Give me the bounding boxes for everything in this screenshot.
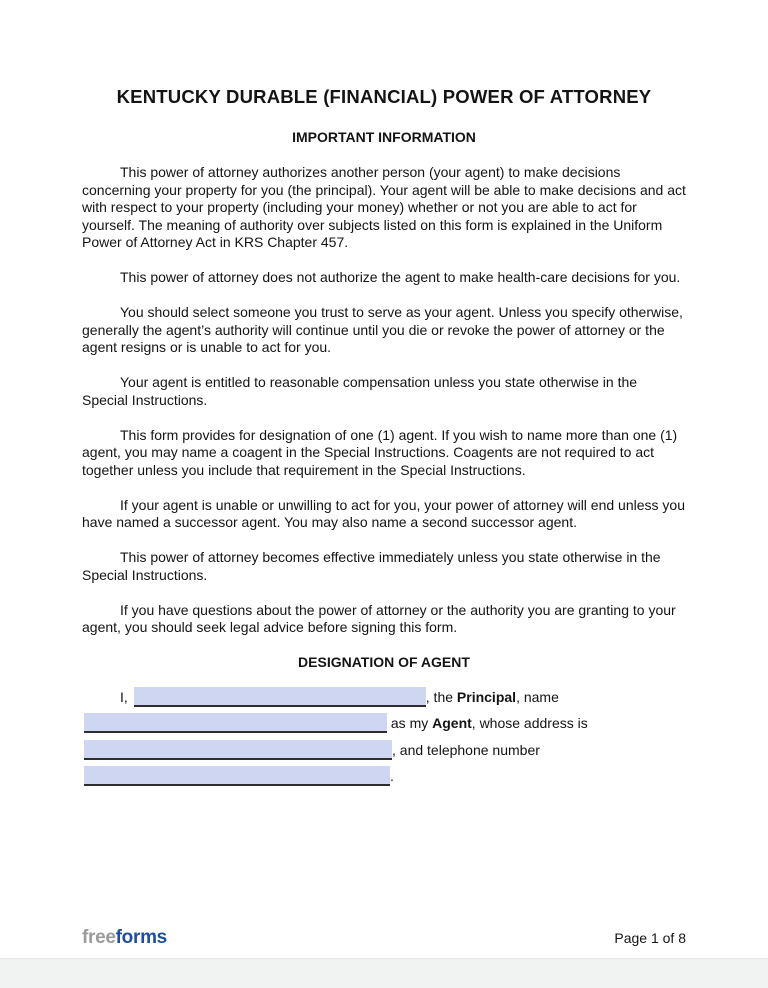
designation-form [82, 684, 686, 790]
paragraph: You should select someone you trust to serve as your agent. Unless you specify otherwise, generally the agent’s authority will continue until you die or revoke the power of attorney or the agent resigns or is unable to act for you. [82, 304, 683, 355]
paragraph: This form provides for designation of one (1) agent. If you wish to name more than one (1) agent, you may name a coagent in the Special Instructions. Coagents are not required to act together unless you include that requirement in the Special Instructions. [82, 426, 678, 478]
principal-label: Principal [456, 688, 517, 705]
designation-line-agent-phone [82, 763, 686, 790]
line1-post: , name [516, 688, 559, 705]
agent-phone-field[interactable] [84, 766, 390, 786]
principal-name-field[interactable] [134, 687, 426, 707]
line2-post: , whose address is [471, 715, 588, 731]
line1-prefix: I, [120, 688, 128, 705]
logo-forms-text: forms [115, 927, 167, 948]
designation-line-principal [82, 684, 686, 711]
viewer-background-strip [0, 958, 768, 988]
paragraph: This power of attorney authorizes another person (your agent) to make decisions concerning your property for you (the principal). Your agent will be able to make decisions and act with respect to your property (including your money) whether or not you are able to act for yourself. The meaning of authority over subjects listed on this form is explained in the Uniform Power of Attorney Act in KRS Chapter 457. [82, 164, 686, 250]
page-title: KENTUCKY DURABLE (FINANCIAL) POWER OF ATTORNEY [116, 86, 652, 107]
section-heading-designation-of-agent: DESIGNATION OF AGENT [298, 654, 470, 670]
agent-address-field[interactable] [84, 740, 392, 760]
designation-line-agent-name [82, 710, 686, 737]
paragraph: Your agent is entitled to reasonable compensation unless you state otherwise in the Special Instructions. [82, 374, 638, 408]
paragraph: This power of attorney becomes effective immediately unless you state otherwise in the Special Instructions. [82, 549, 661, 583]
paragraph: If your agent is unable or unwilling to act for you, your power of attorney will end unless you have named a successor agent. You may also name a second successor agent. [82, 496, 685, 530]
line4-post: . [390, 768, 394, 784]
page-footer [82, 927, 686, 949]
paragraph: This power of attorney does not authorize the agent to make health-care decisions for you. [120, 269, 681, 285]
agent-name-field[interactable] [84, 713, 387, 733]
document-body [0, 86, 768, 790]
page-indicator: Page 1 of 8 [614, 930, 686, 946]
line1-mid: , the [425, 688, 457, 705]
freeforms-logo [82, 927, 167, 949]
section-heading-important-information: IMPORTANT INFORMATION [292, 129, 476, 145]
agent-label: Agent [432, 715, 472, 731]
designation-line-agent-address [82, 737, 686, 764]
logo-free-text: free [82, 927, 116, 948]
line3-post: , and telephone number [392, 741, 540, 758]
line2-pre: as my [390, 715, 433, 731]
paragraph: If you have questions about the power of attorney or the authority you are granting to your agent, you should seek legal advice before signing this form. [82, 601, 676, 635]
